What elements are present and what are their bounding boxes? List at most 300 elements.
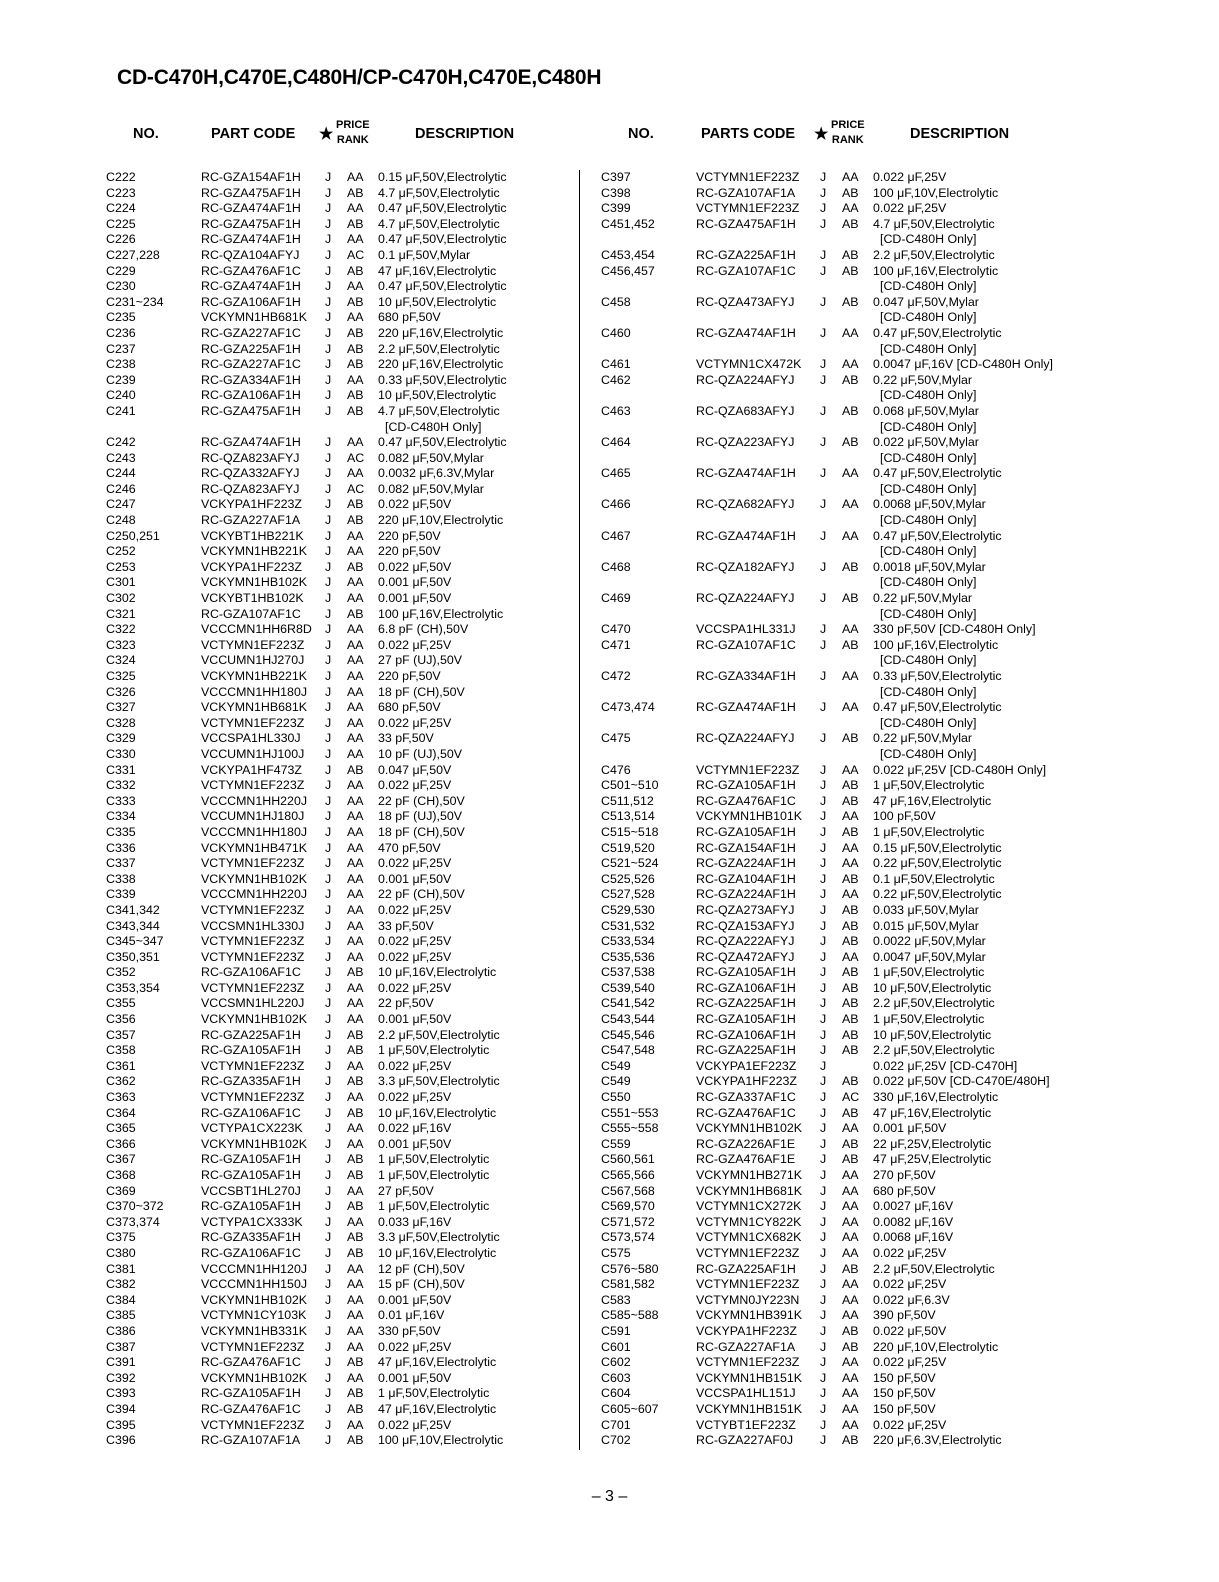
- price-rank-cell: AB: [347, 341, 364, 356]
- price-rank-cell: AB: [842, 965, 859, 980]
- description-cell: 15 pF (CH),50V: [378, 1277, 465, 1292]
- mark-cell: J: [325, 1027, 332, 1042]
- price-rank-cell: AA: [842, 1308, 859, 1323]
- table-row: [106, 841, 576, 857]
- table-row: [106, 451, 576, 467]
- description-cell: 27 pF,50V: [378, 1183, 434, 1198]
- price-rank-cell: AB: [347, 294, 364, 309]
- description-cell: [CD-C480H Only]: [880, 575, 977, 590]
- description-cell: 150 pF,50V: [873, 1401, 936, 1416]
- part-code-cell: VCKYPA1HF223Z: [696, 1323, 797, 1338]
- part-code-cell: VCKYMN1HB681K: [201, 700, 308, 715]
- table-row: [601, 638, 1071, 654]
- price-rank-cell: AA: [842, 170, 859, 184]
- part-code-cell: RC-GZA474AF1H: [201, 435, 301, 450]
- description-cell: [CD-C480H Only]: [880, 450, 977, 465]
- table-row: [601, 1012, 1071, 1028]
- part-code-cell: RC-GZA154AF1H: [696, 840, 796, 855]
- mark-cell: J: [820, 263, 827, 278]
- price-rank-cell: AB: [842, 372, 859, 387]
- price-rank-cell: AB: [842, 263, 859, 278]
- table-row: [601, 934, 1071, 950]
- price-rank-cell: AA: [347, 778, 364, 793]
- table-row: [601, 466, 1071, 482]
- mark-cell: J: [820, 1058, 827, 1073]
- part-code-cell: VCTYMN1EF223Z: [696, 1355, 800, 1370]
- price-rank-cell: AB: [347, 388, 364, 403]
- part-code-cell: RC-GZA225AF1H: [696, 247, 796, 262]
- table-row: [106, 825, 576, 841]
- table-row: [601, 1168, 1071, 1184]
- part-code-cell: RC-GZA225AF1H: [696, 1261, 796, 1276]
- ref-no-cell: C225: [106, 216, 136, 231]
- price-rank-cell: AB: [842, 247, 859, 262]
- mark-cell: J: [325, 1136, 332, 1151]
- part-code-cell: VCKYMN1HB102K: [201, 1292, 308, 1307]
- ref-no-cell: C324: [106, 653, 136, 668]
- ref-no-cell: C343,344: [106, 918, 160, 933]
- part-code-cell: VCKYMN1HB102K: [201, 1136, 308, 1151]
- price-rank-cell: AA: [347, 544, 364, 559]
- mark-cell: J: [325, 388, 332, 403]
- ref-no-cell: C591: [601, 1323, 631, 1338]
- table-row: [106, 747, 576, 763]
- mark-cell: J: [325, 481, 332, 496]
- price-rank-cell: AA: [347, 793, 364, 808]
- ref-no-cell: C361: [106, 1058, 136, 1073]
- description-cell: 22 pF,50V: [378, 996, 434, 1011]
- price-rank-cell: AA: [842, 1245, 859, 1260]
- part-code-cell: VCTYMN1EF223Z: [696, 170, 800, 184]
- description-cell: 22 μF,25V,Electrolytic: [873, 1136, 992, 1151]
- table-row: [106, 1074, 576, 1090]
- ref-no-cell: C549: [601, 1074, 631, 1089]
- price-rank-cell: AA: [347, 1183, 364, 1198]
- table-row-continuation: [601, 513, 1071, 529]
- ref-no-cell: C575: [601, 1245, 631, 1260]
- part-code-cell: VCTYMN1CX682K: [696, 1230, 802, 1245]
- ref-no-cell: C369: [106, 1183, 136, 1198]
- description-cell: 0.022 μF,25V: [873, 1355, 947, 1370]
- price-rank-cell: AA: [347, 622, 364, 637]
- ref-no-cell: C519,520: [601, 840, 655, 855]
- description-cell: 18 pF (UJ),50V: [378, 809, 463, 824]
- table-row: [601, 373, 1071, 389]
- description-cell: 6.8 pF (CH),50V: [378, 622, 469, 637]
- ref-no-cell: C702: [601, 1433, 631, 1448]
- description-cell: 0.0082 μF,16V: [873, 1214, 954, 1229]
- price-rank-cell: AB: [842, 980, 859, 995]
- part-code-cell: RC-GZA337AF1C: [696, 1090, 796, 1105]
- part-code-cell: RC-QZA472AFYJ: [696, 949, 795, 964]
- mark-cell: J: [325, 450, 332, 465]
- part-code-cell: VCKYMN1HB331K: [201, 1323, 308, 1338]
- mark-cell: J: [325, 762, 332, 777]
- mark-cell: J: [820, 1090, 827, 1105]
- price-rank-cell: AB: [347, 606, 364, 621]
- mark-cell: J: [820, 357, 827, 372]
- part-code-cell: VCKYBT1HB221K: [201, 528, 304, 543]
- table-row: [106, 685, 576, 701]
- table-row: [106, 763, 576, 779]
- description-cell: [CD-C480H Only]: [880, 606, 977, 621]
- description-cell: 100 pF,50V: [873, 809, 936, 824]
- price-rank-cell: AB: [842, 996, 859, 1011]
- table-row: [106, 1293, 576, 1309]
- part-code-cell: RC-GZA104AF1H: [696, 871, 796, 886]
- price-rank-cell: AB: [842, 1152, 859, 1167]
- description-cell: 2.2 μF,50V,Electrolytic: [378, 1027, 500, 1042]
- description-cell: 0.001 μF,50V: [378, 591, 452, 606]
- ref-no-cell: C244: [106, 466, 136, 481]
- part-code-cell: RC-GZA475AF1H: [201, 216, 301, 231]
- mark-cell: J: [325, 1308, 332, 1323]
- description-cell: 0.1 μF,50V,Electrolytic: [873, 871, 995, 886]
- part-code-cell: VCKYPA1HF473Z: [201, 762, 302, 777]
- part-code-cell: RC-GZA334AF1H: [696, 669, 796, 683]
- price-rank-cell: AA: [347, 731, 364, 746]
- table-row: [601, 1246, 1071, 1262]
- price-rank-cell: AA: [347, 746, 364, 761]
- price-rank-cell: AB: [347, 1043, 364, 1058]
- description-cell: 1 μF,50V,Electrolytic: [378, 1168, 490, 1182]
- mark-cell: J: [325, 856, 332, 871]
- table-row: [601, 326, 1071, 342]
- price-rank-cell: AA: [347, 700, 364, 715]
- price-rank-cell: AB: [842, 778, 859, 793]
- price-rank-cell: AB: [347, 762, 364, 777]
- price-rank-cell: AA: [347, 824, 364, 839]
- price-rank-cell: AB: [842, 1105, 859, 1120]
- description-cell: 220 pF,50V: [378, 544, 441, 559]
- table-row: [106, 482, 576, 498]
- parts-list-right: [601, 118, 1071, 1449]
- table-row-continuation: [601, 388, 1071, 404]
- description-cell: 0.001 μF,50V: [378, 575, 452, 590]
- price-rank-cell: AB: [347, 1168, 364, 1182]
- ref-no-cell: C248: [106, 513, 136, 528]
- part-code-cell: VCCCMN1HH6R8D: [201, 622, 312, 637]
- description-cell: 47 μF,16V,Electrolytic: [378, 263, 497, 278]
- ref-no-cell: C397: [601, 170, 631, 184]
- price-rank-cell: AA: [842, 622, 859, 637]
- part-code-cell: RC-GZA225AF1H: [201, 1027, 301, 1042]
- description-cell: 47 μF,16V,Electrolytic: [873, 793, 992, 808]
- description-cell: 0.0032 μF,6.3V,Mylar: [378, 466, 495, 481]
- ref-no-cell: C330: [106, 746, 136, 761]
- price-rank-cell: AA: [347, 856, 364, 871]
- mark-cell: J: [325, 1401, 332, 1416]
- table-row: [106, 295, 576, 311]
- table-row: [106, 264, 576, 280]
- mark-cell: J: [325, 840, 332, 855]
- mark-cell: J: [820, 1199, 827, 1214]
- mark-cell: J: [325, 918, 332, 933]
- part-code-cell: RC-GZA474AF1H: [696, 466, 796, 481]
- description-cell: 0.33 μF,50V,Electrolytic: [378, 372, 507, 387]
- table-row: [106, 1324, 576, 1340]
- ref-no-cell: C604: [601, 1386, 631, 1401]
- ref-no-cell: C569,570: [601, 1199, 655, 1214]
- part-code-cell: RC-GZA475AF1H: [201, 403, 301, 418]
- description-cell: [CD-C480H Only]: [880, 684, 977, 699]
- table-row: [106, 934, 576, 950]
- table-row: [601, 217, 1071, 233]
- ref-no-cell: C350,351: [106, 949, 160, 964]
- mark-cell: J: [325, 279, 332, 294]
- ref-no-cell: C380: [106, 1245, 136, 1260]
- price-rank-cell: AA: [842, 1121, 859, 1136]
- ref-no-cell: C363: [106, 1090, 136, 1105]
- description-cell: 2.2 μF,50V,Electrolytic: [378, 341, 500, 356]
- description-cell: 4.7 μF,50V,Electrolytic: [378, 403, 500, 418]
- description-cell: [CD-C480H Only]: [880, 715, 977, 730]
- ref-no-cell: C467: [601, 528, 631, 543]
- price-rank-cell: AA: [347, 980, 364, 995]
- part-code-cell: RC-GZA476AF1C: [201, 263, 301, 278]
- mark-cell: J: [325, 669, 332, 683]
- price-rank-cell: AA: [842, 1183, 859, 1198]
- description-cell: 150 pF,50V: [873, 1370, 936, 1385]
- header-price: PRICE: [336, 119, 370, 131]
- price-rank-cell: AA: [842, 669, 859, 683]
- mark-cell: J: [325, 1168, 332, 1182]
- table-row: [106, 232, 576, 248]
- header-price-rank: [831, 118, 865, 148]
- table-row: [106, 1402, 576, 1418]
- table-row: [601, 1308, 1071, 1324]
- description-cell: 0.22 μF,50V,Electrolytic: [873, 856, 1002, 871]
- price-rank-cell: AA: [347, 310, 364, 325]
- description-cell: 2.2 μF,50V,Electrolytic: [873, 1043, 995, 1058]
- price-rank-cell: AA: [842, 201, 859, 216]
- parts-list-left: [106, 118, 576, 1449]
- mark-cell: J: [325, 746, 332, 761]
- mark-cell: J: [325, 637, 332, 652]
- description-cell: 0.47 μF,50V,Electrolytic: [378, 201, 507, 216]
- part-code-cell: VCKYMN1HB102K: [201, 1370, 308, 1385]
- mark-cell: J: [820, 1152, 827, 1167]
- description-cell: 0.082 μF,50V,Mylar: [378, 481, 484, 496]
- part-code-cell: VCTYMN1EF223Z: [696, 201, 800, 216]
- price-rank-cell: AA: [842, 325, 859, 340]
- price-rank-cell: AA: [347, 279, 364, 294]
- mark-cell: J: [325, 497, 332, 512]
- table-row: [106, 1199, 576, 1215]
- price-rank-cell: AA: [842, 840, 859, 855]
- price-rank-cell: AB: [842, 403, 859, 418]
- table-row: [601, 669, 1071, 685]
- ref-no-cell: C463: [601, 403, 631, 418]
- ref-no-cell: C335: [106, 824, 136, 839]
- part-code-cell: RC-GZA475AF1H: [696, 216, 796, 231]
- table-row: [601, 186, 1071, 202]
- table-row-continuation: [601, 747, 1071, 763]
- price-rank-cell: AA: [347, 653, 364, 668]
- ref-no-cell: C396: [106, 1433, 136, 1448]
- table-row-continuation: [601, 575, 1071, 591]
- ref-no-cell: C571,572: [601, 1214, 655, 1229]
- price-rank-cell: AB: [347, 1401, 364, 1416]
- part-code-cell: RC-QZA104AFYJ: [201, 247, 300, 262]
- part-code-cell: RC-GZA227AF1C: [201, 325, 301, 340]
- part-code-cell: VCCUMN1HJ180J: [201, 809, 305, 824]
- table-row: [601, 1106, 1071, 1122]
- table-row: [106, 342, 576, 358]
- price-rank-cell: AB: [347, 1355, 364, 1370]
- mark-cell: J: [325, 247, 332, 262]
- table-row: [601, 903, 1071, 919]
- description-cell: 470 pF,50V: [378, 840, 441, 855]
- description-cell: 0.47 μF,50V,Electrolytic: [873, 325, 1002, 340]
- mark-cell: J: [325, 1261, 332, 1276]
- ref-no-cell: C331: [106, 762, 136, 777]
- description-cell: 0.22 μF,50V,Mylar: [873, 591, 972, 606]
- description-cell: 3.3 μF,50V,Electrolytic: [378, 1074, 500, 1089]
- description-cell: 1 μF,50V,Electrolytic: [873, 778, 985, 793]
- description-cell: 33 pF,50V: [378, 918, 434, 933]
- table-row-continuation: [601, 232, 1071, 248]
- description-cell: 0.082 μF,50V,Mylar: [378, 450, 484, 465]
- table-row: [601, 856, 1071, 872]
- ref-no-cell: C375: [106, 1230, 136, 1245]
- table-row: [106, 404, 576, 420]
- part-code-cell: VCTYMN1EF223Z: [201, 949, 305, 964]
- mark-cell: J: [325, 372, 332, 387]
- mark-cell: J: [820, 372, 827, 387]
- table-row: [601, 950, 1071, 966]
- part-code-cell: VCCUMN1HJ100J: [201, 746, 305, 761]
- price-rank-cell: AB: [842, 216, 859, 231]
- table-row: [106, 1433, 576, 1449]
- part-code-cell: RC-GZA474AF1H: [201, 201, 301, 216]
- table-row: [601, 1152, 1071, 1168]
- table-row: [106, 497, 576, 513]
- ref-no-cell: C469: [601, 591, 631, 606]
- description-cell: 1 μF,50V,Electrolytic: [873, 965, 985, 980]
- ref-no-cell: C231~234: [106, 294, 164, 309]
- price-rank-cell: AA: [347, 887, 364, 902]
- table-row: [106, 981, 576, 997]
- table-row-continuation: [601, 685, 1071, 701]
- table-row: [106, 248, 576, 264]
- part-code-cell: RC-GZA154AF1H: [201, 170, 301, 184]
- price-rank-cell: AA: [347, 715, 364, 730]
- price-rank-cell: AA: [347, 918, 364, 933]
- mark-cell: J: [820, 1074, 827, 1089]
- description-cell: 10 μF,50V,Electrolytic: [873, 1027, 992, 1042]
- table-row: [601, 778, 1071, 794]
- mark-cell: J: [820, 949, 827, 964]
- table-row: [601, 1043, 1071, 1059]
- ref-no-cell: C472: [601, 669, 631, 683]
- table-row: [601, 264, 1071, 280]
- mark-cell: J: [820, 824, 827, 839]
- ref-no-cell: C252: [106, 544, 136, 559]
- table-row: [106, 996, 576, 1012]
- ref-no-cell: C527,528: [601, 887, 655, 902]
- part-code-cell: RC-GZA476AF1C: [201, 1355, 301, 1370]
- ref-no-cell: C511,512: [601, 793, 654, 808]
- price-rank-cell: AC: [842, 1090, 860, 1105]
- table-row: [601, 919, 1071, 935]
- price-rank-cell: AA: [347, 637, 364, 652]
- table-row: [601, 591, 1071, 607]
- page-number: – 3 –: [591, 1488, 628, 1505]
- price-rank-cell: AB: [347, 513, 364, 528]
- part-code-cell: RC-GZA106AF1C: [201, 1105, 301, 1120]
- table-row: [106, 716, 576, 732]
- description-cell: 10 μF,50V,Electrolytic: [873, 980, 992, 995]
- price-rank-cell: AA: [347, 1417, 364, 1432]
- ref-no-cell: C373,374: [106, 1214, 160, 1229]
- description-cell: 220 μF,6.3V,Electrolytic: [873, 1433, 1002, 1448]
- description-cell: 0.022 μF,25V: [378, 980, 452, 995]
- ref-no-cell: C602: [601, 1355, 631, 1370]
- part-code-cell: RC-QZA273AFYJ: [696, 902, 795, 917]
- mark-cell: J: [820, 856, 827, 871]
- description-cell: 0.022 μF,25V: [378, 1058, 452, 1073]
- part-code-cell: VCTYMN0JY223N: [696, 1292, 800, 1307]
- table-row-continuation: [601, 279, 1071, 295]
- ref-no-cell: C345~347: [106, 934, 164, 949]
- table-row: [601, 996, 1071, 1012]
- description-cell: 10 μF,50V,Electrolytic: [378, 294, 497, 309]
- price-rank-cell: AB: [347, 559, 364, 574]
- mark-cell: J: [325, 1058, 332, 1073]
- mark-cell: J: [820, 1401, 827, 1416]
- table-row: [601, 560, 1071, 576]
- ref-no-cell: C476: [601, 762, 631, 777]
- description-cell: 0.01 μF,16V: [378, 1308, 445, 1323]
- part-code-cell: RC-GZA474AF1H: [696, 325, 796, 340]
- part-code-cell: VCKYMN1HB271K: [696, 1168, 803, 1182]
- price-rank-cell: AB: [842, 435, 859, 450]
- description-cell: 0.022 μF,25V: [378, 715, 452, 730]
- table-row: [601, 841, 1071, 857]
- description-cell: 220 pF,50V: [378, 669, 441, 683]
- description-cell: 47 μF,16V,Electrolytic: [873, 1105, 992, 1120]
- ref-no-cell: C565,566: [601, 1168, 655, 1182]
- mark-cell: J: [820, 403, 827, 418]
- description-cell: 0.0068 μF,16V: [873, 1230, 954, 1245]
- ref-no-cell: C464: [601, 435, 631, 450]
- ref-no-cell: C525,526: [601, 871, 655, 886]
- ref-no-cell: C327: [106, 700, 136, 715]
- description-cell: 0.47 μF,50V,Electrolytic: [873, 466, 1002, 481]
- mark-cell: J: [820, 1386, 827, 1401]
- part-code-cell: VCCSBT1HL270J: [201, 1183, 301, 1198]
- header-rank: RANK: [336, 134, 369, 146]
- ref-no-cell: C529,530: [601, 902, 655, 917]
- table-row: [106, 388, 576, 404]
- ref-no-cell: C545,546: [601, 1027, 655, 1042]
- part-code-cell: RC-GZA105AF1H: [696, 1012, 796, 1027]
- table-row: [106, 903, 576, 919]
- part-code-cell: RC-QZA223AFYJ: [696, 435, 795, 450]
- table-row-continuation: [601, 451, 1071, 467]
- table-row: [106, 653, 576, 669]
- price-rank-cell: AA: [347, 1214, 364, 1229]
- mark-cell: J: [820, 1136, 827, 1151]
- price-rank-cell: AC: [347, 450, 365, 465]
- ref-no-cell: C473,474: [601, 700, 655, 715]
- description-cell: 100 μF,16V,Electrolytic: [378, 606, 504, 621]
- price-rank-cell: AA: [842, 887, 859, 902]
- ref-no-cell: C547,548: [601, 1043, 655, 1058]
- ref-no-cell: C223: [106, 185, 136, 200]
- table-row: [106, 1215, 576, 1231]
